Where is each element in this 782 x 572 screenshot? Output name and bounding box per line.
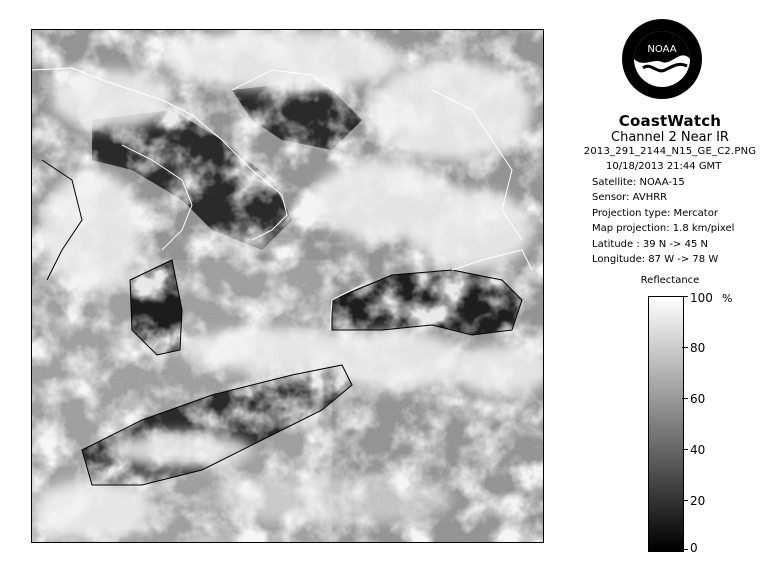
logo-center-text: NOAA (647, 44, 677, 55)
tick-mark (682, 500, 688, 501)
tick-mark (682, 549, 688, 550)
tick-label: 20 (690, 494, 706, 508)
tick-mark (682, 449, 688, 450)
tick-label: 60 (690, 392, 706, 406)
map-projection: Map projection: 1.8 km/pixel (592, 223, 735, 234)
channel-subtitle: Channel 2 Near IR (611, 130, 729, 145)
longitude-range: Longitude: 87 W -> 78 W (592, 254, 719, 265)
info-panel (565, 113, 775, 288)
tick-label: 0 (690, 541, 698, 555)
tick-mark (682, 398, 688, 399)
latitude-range: Latitude : 39 N -> 45 N (592, 238, 708, 250)
tick-mark (682, 296, 688, 297)
tick-mark (682, 347, 688, 348)
reflectance-colorbar (648, 296, 684, 552)
tick-label: 40 (690, 443, 706, 457)
tick-label: 80 (690, 341, 706, 355)
product-title: CoastWatch (618, 112, 722, 130)
satellite-image (31, 29, 544, 543)
satellite-label: Satellite: NOAA-15 (592, 176, 685, 188)
noaa-logo (621, 18, 703, 100)
legend-title: Reflectance (640, 274, 700, 286)
sensor-label: Sensor: AVHRR (592, 192, 668, 203)
tick-label: 100 (690, 291, 713, 305)
date-time: 10/18/2013 21:44 GMT (606, 161, 722, 172)
file-name: 2013_291_2144_N15_GE_C2.PNG (583, 146, 757, 157)
legend-unit: % (722, 292, 733, 305)
projection-type: Projection type: Mercator (592, 207, 718, 219)
